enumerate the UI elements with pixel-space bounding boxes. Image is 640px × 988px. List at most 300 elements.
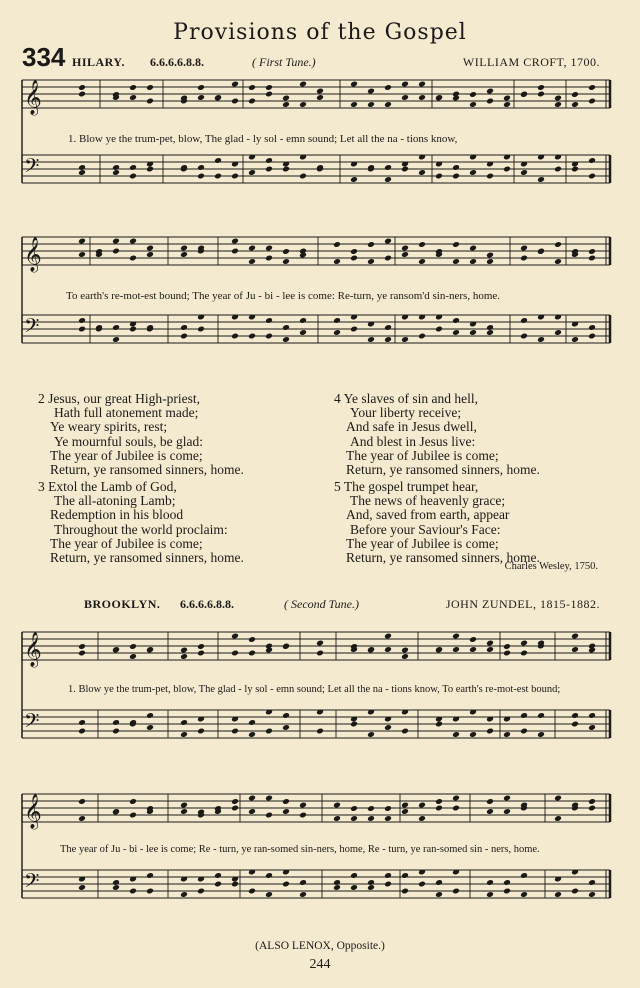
note-head bbox=[588, 724, 596, 731]
note-head bbox=[486, 88, 494, 95]
note-head bbox=[418, 333, 426, 340]
note-head bbox=[112, 646, 120, 653]
note-head bbox=[435, 326, 443, 333]
note-head bbox=[486, 173, 494, 180]
note-head bbox=[350, 884, 358, 891]
verse-line: The year of Jubilee is come; bbox=[346, 535, 499, 551]
note-head bbox=[384, 176, 392, 183]
verse-line: Redemption in his blood bbox=[50, 507, 184, 523]
note-head bbox=[350, 176, 358, 183]
note-head bbox=[214, 157, 222, 164]
note-head bbox=[554, 795, 562, 802]
note-head bbox=[435, 879, 443, 886]
note-head bbox=[282, 712, 290, 719]
note-head bbox=[112, 879, 120, 886]
note-head bbox=[520, 317, 528, 324]
note-head bbox=[520, 872, 528, 879]
verse-line: The all-atoning Lamb; bbox=[54, 493, 176, 509]
note-head bbox=[503, 808, 511, 815]
note-head bbox=[282, 101, 290, 108]
second-tune-label: ( Second Tune.) bbox=[284, 597, 359, 611]
note-head bbox=[78, 238, 86, 245]
verse-line: The year of Jubilee is come; bbox=[346, 447, 499, 463]
note-head bbox=[248, 636, 256, 643]
note-head bbox=[146, 872, 154, 879]
note-head bbox=[401, 336, 409, 343]
note-head bbox=[112, 324, 120, 331]
note-head bbox=[197, 94, 205, 101]
note-head bbox=[384, 101, 392, 108]
verse-line: And, saved from earth, appear bbox=[346, 507, 510, 523]
verse-line: 2 Jesus, our great High-priest, bbox=[38, 391, 200, 406]
note-head bbox=[401, 872, 409, 879]
verse-line: Ye mournful souls, be glad: bbox=[54, 433, 204, 449]
note-head bbox=[367, 336, 375, 343]
note-head bbox=[520, 91, 528, 98]
note-head bbox=[588, 333, 596, 340]
note-head bbox=[129, 326, 137, 333]
note-head bbox=[112, 238, 120, 245]
clef-icon: 𝄢 bbox=[24, 314, 40, 342]
note-head bbox=[537, 731, 545, 738]
note-head bbox=[384, 646, 392, 653]
note-head bbox=[384, 815, 392, 822]
note-head bbox=[367, 805, 375, 812]
note-head bbox=[520, 255, 528, 262]
note-head bbox=[367, 815, 375, 822]
note-head bbox=[333, 317, 341, 324]
note-head bbox=[503, 731, 511, 738]
note-head bbox=[248, 169, 256, 176]
note-head bbox=[146, 245, 154, 252]
note-head bbox=[231, 881, 239, 888]
verse-line: 4 Ye slaves of sin and hell, bbox=[334, 391, 478, 406]
note-head bbox=[469, 245, 477, 252]
note-head bbox=[452, 731, 460, 738]
note-head bbox=[571, 721, 579, 728]
note-head bbox=[231, 238, 239, 245]
note-head bbox=[112, 728, 120, 735]
note-head bbox=[350, 81, 358, 88]
note-head bbox=[469, 258, 477, 265]
note-head bbox=[248, 888, 256, 895]
note-head bbox=[503, 643, 511, 650]
note-head bbox=[486, 324, 494, 331]
note-head bbox=[129, 94, 137, 101]
note-head bbox=[180, 653, 188, 660]
note-head bbox=[469, 329, 477, 336]
note-head bbox=[469, 731, 477, 738]
note-head bbox=[333, 258, 341, 265]
note-head bbox=[299, 891, 307, 898]
note-head bbox=[265, 84, 273, 91]
note-head bbox=[350, 805, 358, 812]
note-head bbox=[537, 336, 545, 343]
verse-5 bbox=[334, 480, 540, 565]
note-head bbox=[367, 241, 375, 248]
note-head bbox=[282, 643, 290, 650]
clef-icon: 𝄞 bbox=[24, 632, 42, 667]
footer-note: (ALSO LENOX, Opposite.) bbox=[255, 940, 385, 952]
note-head bbox=[197, 650, 205, 657]
note-head bbox=[180, 891, 188, 898]
verse-line: The year of Jubilee is come; bbox=[50, 447, 203, 463]
note-head bbox=[78, 815, 86, 822]
note-head bbox=[265, 812, 273, 819]
note-head bbox=[401, 808, 409, 815]
note-head bbox=[350, 872, 358, 879]
text-author: Charles Wesley, 1750. bbox=[504, 561, 598, 572]
note-head bbox=[367, 731, 375, 738]
note-head bbox=[401, 888, 409, 895]
note-head bbox=[282, 724, 290, 731]
note-head bbox=[350, 721, 358, 728]
note-head bbox=[299, 317, 307, 324]
note-head bbox=[384, 633, 392, 640]
note-head bbox=[129, 164, 137, 171]
note-head bbox=[401, 251, 409, 258]
note-head bbox=[537, 84, 545, 91]
note-head bbox=[197, 888, 205, 895]
note-head bbox=[231, 333, 239, 340]
note-head bbox=[333, 879, 341, 886]
page-number: 244 bbox=[309, 957, 331, 972]
note-head bbox=[520, 640, 528, 647]
note-head bbox=[146, 712, 154, 719]
note-head bbox=[78, 169, 86, 176]
note-head bbox=[112, 719, 120, 726]
note-head bbox=[316, 650, 324, 657]
note-head bbox=[384, 164, 392, 171]
note-head bbox=[78, 719, 86, 726]
note-head bbox=[78, 84, 86, 91]
note-head bbox=[418, 258, 426, 265]
note-head bbox=[367, 88, 375, 95]
first-tune-label: ( First Tune.) bbox=[252, 55, 316, 69]
note-head bbox=[299, 173, 307, 180]
note-head bbox=[520, 169, 528, 176]
note-head bbox=[282, 95, 290, 102]
note-head bbox=[146, 724, 154, 731]
note-head bbox=[214, 173, 222, 180]
note-head bbox=[571, 101, 579, 108]
note-head bbox=[248, 808, 256, 815]
note-head bbox=[435, 173, 443, 180]
note-head bbox=[435, 646, 443, 653]
note-head bbox=[231, 650, 239, 657]
note-head bbox=[486, 252, 494, 259]
note-head bbox=[418, 94, 426, 101]
second-tune-composer: JOHN ZUNDEL, 1815-1882. bbox=[445, 597, 600, 611]
note-head bbox=[299, 329, 307, 336]
verse-line: And safe in Jesus dwell, bbox=[346, 419, 477, 435]
note-head bbox=[265, 795, 273, 802]
note-head bbox=[265, 728, 273, 735]
note-head bbox=[367, 884, 375, 891]
note-head bbox=[350, 815, 358, 822]
note-head bbox=[571, 712, 579, 719]
note-head bbox=[452, 258, 460, 265]
note-head bbox=[537, 248, 545, 255]
note-head bbox=[554, 241, 562, 248]
note-head bbox=[146, 166, 154, 173]
note-head bbox=[248, 258, 256, 265]
note-head bbox=[435, 798, 443, 805]
note-head bbox=[503, 166, 511, 173]
note-head bbox=[401, 245, 409, 252]
note-head bbox=[265, 317, 273, 324]
note-head bbox=[452, 805, 460, 812]
note-head bbox=[486, 646, 494, 653]
note-head bbox=[248, 245, 256, 252]
note-head bbox=[503, 888, 511, 895]
verse-line: Return, ye ransomed sinners, home. bbox=[346, 550, 540, 566]
note-head bbox=[333, 884, 341, 891]
note-head bbox=[180, 245, 188, 252]
note-head bbox=[248, 333, 256, 340]
note-head bbox=[299, 81, 307, 88]
note-head bbox=[486, 640, 494, 647]
note-head bbox=[231, 173, 239, 180]
note-head bbox=[452, 633, 460, 640]
note-head bbox=[197, 326, 205, 333]
note-head bbox=[554, 329, 562, 336]
note-head bbox=[78, 650, 86, 657]
note-head bbox=[129, 643, 137, 650]
note-head bbox=[265, 255, 273, 262]
note-head bbox=[214, 872, 222, 879]
note-head bbox=[384, 324, 392, 331]
note-head bbox=[146, 251, 154, 258]
note-head bbox=[180, 324, 188, 331]
note-head bbox=[146, 84, 154, 91]
first-tune-composer: WILLIAM CROFT, 1700. bbox=[462, 55, 600, 69]
note-head bbox=[248, 98, 256, 105]
note-head bbox=[486, 728, 494, 735]
note-head bbox=[180, 808, 188, 815]
note-head bbox=[452, 317, 460, 324]
note-head bbox=[418, 169, 426, 176]
note-head bbox=[435, 891, 443, 898]
note-head bbox=[146, 98, 154, 105]
note-head bbox=[554, 95, 562, 102]
second-tune-lyrics-2: The year of Ju - bi - lee is come; Re - turn, ye ran-somed sin-ners, home, Re - turn, ye ran-somed sin - ners, home. bbox=[60, 844, 540, 855]
note-head bbox=[180, 251, 188, 258]
note-head bbox=[452, 646, 460, 653]
note-head bbox=[316, 728, 324, 735]
note-head bbox=[367, 258, 375, 265]
note-head bbox=[316, 640, 324, 647]
note-head bbox=[503, 101, 511, 108]
verse-line: Return, ye ransomed sinners, home. bbox=[50, 462, 244, 478]
second-tune-name: BROOKLYN. bbox=[84, 597, 161, 611]
note-head bbox=[384, 724, 392, 731]
note-head bbox=[367, 646, 375, 653]
note-head bbox=[197, 84, 205, 91]
note-head bbox=[282, 324, 290, 331]
note-head bbox=[384, 805, 392, 812]
note-head bbox=[401, 728, 409, 735]
note-head bbox=[129, 888, 137, 895]
note-head bbox=[129, 653, 137, 660]
note-head bbox=[571, 633, 579, 640]
note-head bbox=[316, 88, 324, 95]
note-head bbox=[401, 647, 409, 654]
note-head bbox=[197, 173, 205, 180]
clef-icon: 𝄢 bbox=[24, 154, 40, 182]
note-head bbox=[129, 798, 137, 805]
note-head bbox=[588, 712, 596, 719]
clef-icon: 𝄞 bbox=[24, 80, 42, 115]
note-head bbox=[418, 881, 426, 888]
note-head bbox=[350, 248, 358, 255]
note-head bbox=[367, 879, 375, 886]
note-head bbox=[78, 643, 86, 650]
verse-line: Hath full atonement made; bbox=[54, 405, 199, 421]
note-head bbox=[78, 317, 86, 324]
note-head bbox=[282, 881, 290, 888]
note-head bbox=[452, 329, 460, 336]
note-head bbox=[435, 805, 443, 812]
note-head bbox=[418, 802, 426, 809]
note-head bbox=[571, 646, 579, 653]
note-head bbox=[571, 336, 579, 343]
verse-line: 5 The gospel trumpet hear, bbox=[334, 479, 479, 494]
note-head bbox=[197, 728, 205, 735]
note-head bbox=[503, 795, 511, 802]
note-head bbox=[180, 719, 188, 726]
note-head bbox=[503, 650, 511, 657]
note-head bbox=[520, 333, 528, 340]
note-head bbox=[265, 333, 273, 340]
note-head bbox=[299, 101, 307, 108]
note-head bbox=[384, 255, 392, 262]
clef-icon: 𝄞 bbox=[24, 794, 42, 829]
note-head bbox=[78, 91, 86, 98]
note-head bbox=[231, 81, 239, 88]
note-head bbox=[265, 157, 273, 164]
note-head bbox=[282, 248, 290, 255]
clef-icon: 𝄢 bbox=[24, 869, 40, 897]
note-head bbox=[435, 721, 443, 728]
note-head bbox=[112, 164, 120, 171]
verse-line: The year of Jubilee is come; bbox=[50, 535, 203, 551]
note-head bbox=[333, 329, 341, 336]
note-head bbox=[384, 84, 392, 91]
note-head bbox=[520, 891, 528, 898]
note-head bbox=[231, 98, 239, 105]
note-head bbox=[112, 808, 120, 815]
verse-line: Throughout the world proclaim: bbox=[54, 521, 228, 537]
note-head bbox=[112, 169, 120, 176]
note-head bbox=[486, 891, 494, 898]
note-head bbox=[452, 241, 460, 248]
note-head bbox=[588, 255, 596, 262]
note-head bbox=[214, 94, 222, 101]
note-head bbox=[384, 881, 392, 888]
note-head bbox=[452, 888, 460, 895]
first-tune-meter: 6.6.6.6.8.8. bbox=[150, 55, 204, 69]
note-head bbox=[520, 650, 528, 657]
note-head bbox=[520, 728, 528, 735]
note-head bbox=[588, 98, 596, 105]
note-head bbox=[469, 101, 477, 108]
note-head bbox=[469, 636, 477, 643]
note-head bbox=[333, 815, 341, 822]
note-head bbox=[129, 238, 137, 245]
note-head bbox=[384, 872, 392, 879]
note-head bbox=[78, 884, 86, 891]
note-head bbox=[282, 258, 290, 265]
verse-line: Return, ye ransomed sinners, home. bbox=[346, 462, 540, 478]
note-head bbox=[112, 336, 120, 343]
note-head bbox=[418, 241, 426, 248]
note-head bbox=[350, 101, 358, 108]
note-head bbox=[146, 888, 154, 895]
note-head bbox=[401, 653, 409, 660]
note-head bbox=[588, 324, 596, 331]
first-tune-lyrics-1: 1. Blow ye the trum-pet, blow, The glad - ly sol - emn sound; Let all the na - tions know, bbox=[68, 133, 458, 145]
note-head bbox=[265, 166, 273, 173]
note-head bbox=[486, 808, 494, 815]
note-head bbox=[401, 802, 409, 809]
note-head bbox=[367, 101, 375, 108]
note-head bbox=[418, 815, 426, 822]
verse-line: The news of heavenly grace; bbox=[350, 493, 506, 509]
note-head bbox=[469, 169, 477, 176]
note-head bbox=[112, 884, 120, 891]
note-head bbox=[469, 91, 477, 98]
note-head bbox=[537, 712, 545, 719]
note-head bbox=[350, 255, 358, 262]
note-head bbox=[537, 176, 545, 183]
note-head bbox=[554, 815, 562, 822]
note-head bbox=[214, 881, 222, 888]
note-head bbox=[299, 879, 307, 886]
note-head bbox=[503, 95, 511, 102]
note-head bbox=[401, 94, 409, 101]
note-head bbox=[469, 646, 477, 653]
note-head bbox=[265, 872, 273, 879]
note-head bbox=[571, 166, 579, 173]
note-head bbox=[384, 336, 392, 343]
note-head bbox=[129, 84, 137, 91]
note-head bbox=[265, 91, 273, 98]
note-head bbox=[231, 633, 239, 640]
note-head bbox=[129, 255, 137, 262]
note-head bbox=[537, 91, 545, 98]
note-head bbox=[78, 798, 86, 805]
note-head bbox=[282, 808, 290, 815]
note-head bbox=[554, 891, 562, 898]
first-tune-lyrics-2: To earth's re-mot-est bound; The year of Ju - bi - lee is come: Re-turn, ye ransom'd sin-ners, home. bbox=[66, 290, 501, 302]
first-tune-name: HILARY. bbox=[72, 55, 125, 69]
hymn-number: 334 bbox=[22, 42, 66, 72]
note-head bbox=[486, 329, 494, 336]
note-head bbox=[248, 719, 256, 726]
note-head bbox=[588, 248, 596, 255]
note-head bbox=[588, 805, 596, 812]
verse-line: And blest in Jesus live: bbox=[350, 433, 476, 449]
note-head bbox=[248, 731, 256, 738]
note-head bbox=[231, 805, 239, 812]
note-head bbox=[231, 728, 239, 735]
note-head bbox=[129, 812, 137, 819]
note-head bbox=[452, 795, 460, 802]
note-head bbox=[316, 94, 324, 101]
note-head bbox=[78, 251, 86, 258]
note-head bbox=[520, 245, 528, 252]
